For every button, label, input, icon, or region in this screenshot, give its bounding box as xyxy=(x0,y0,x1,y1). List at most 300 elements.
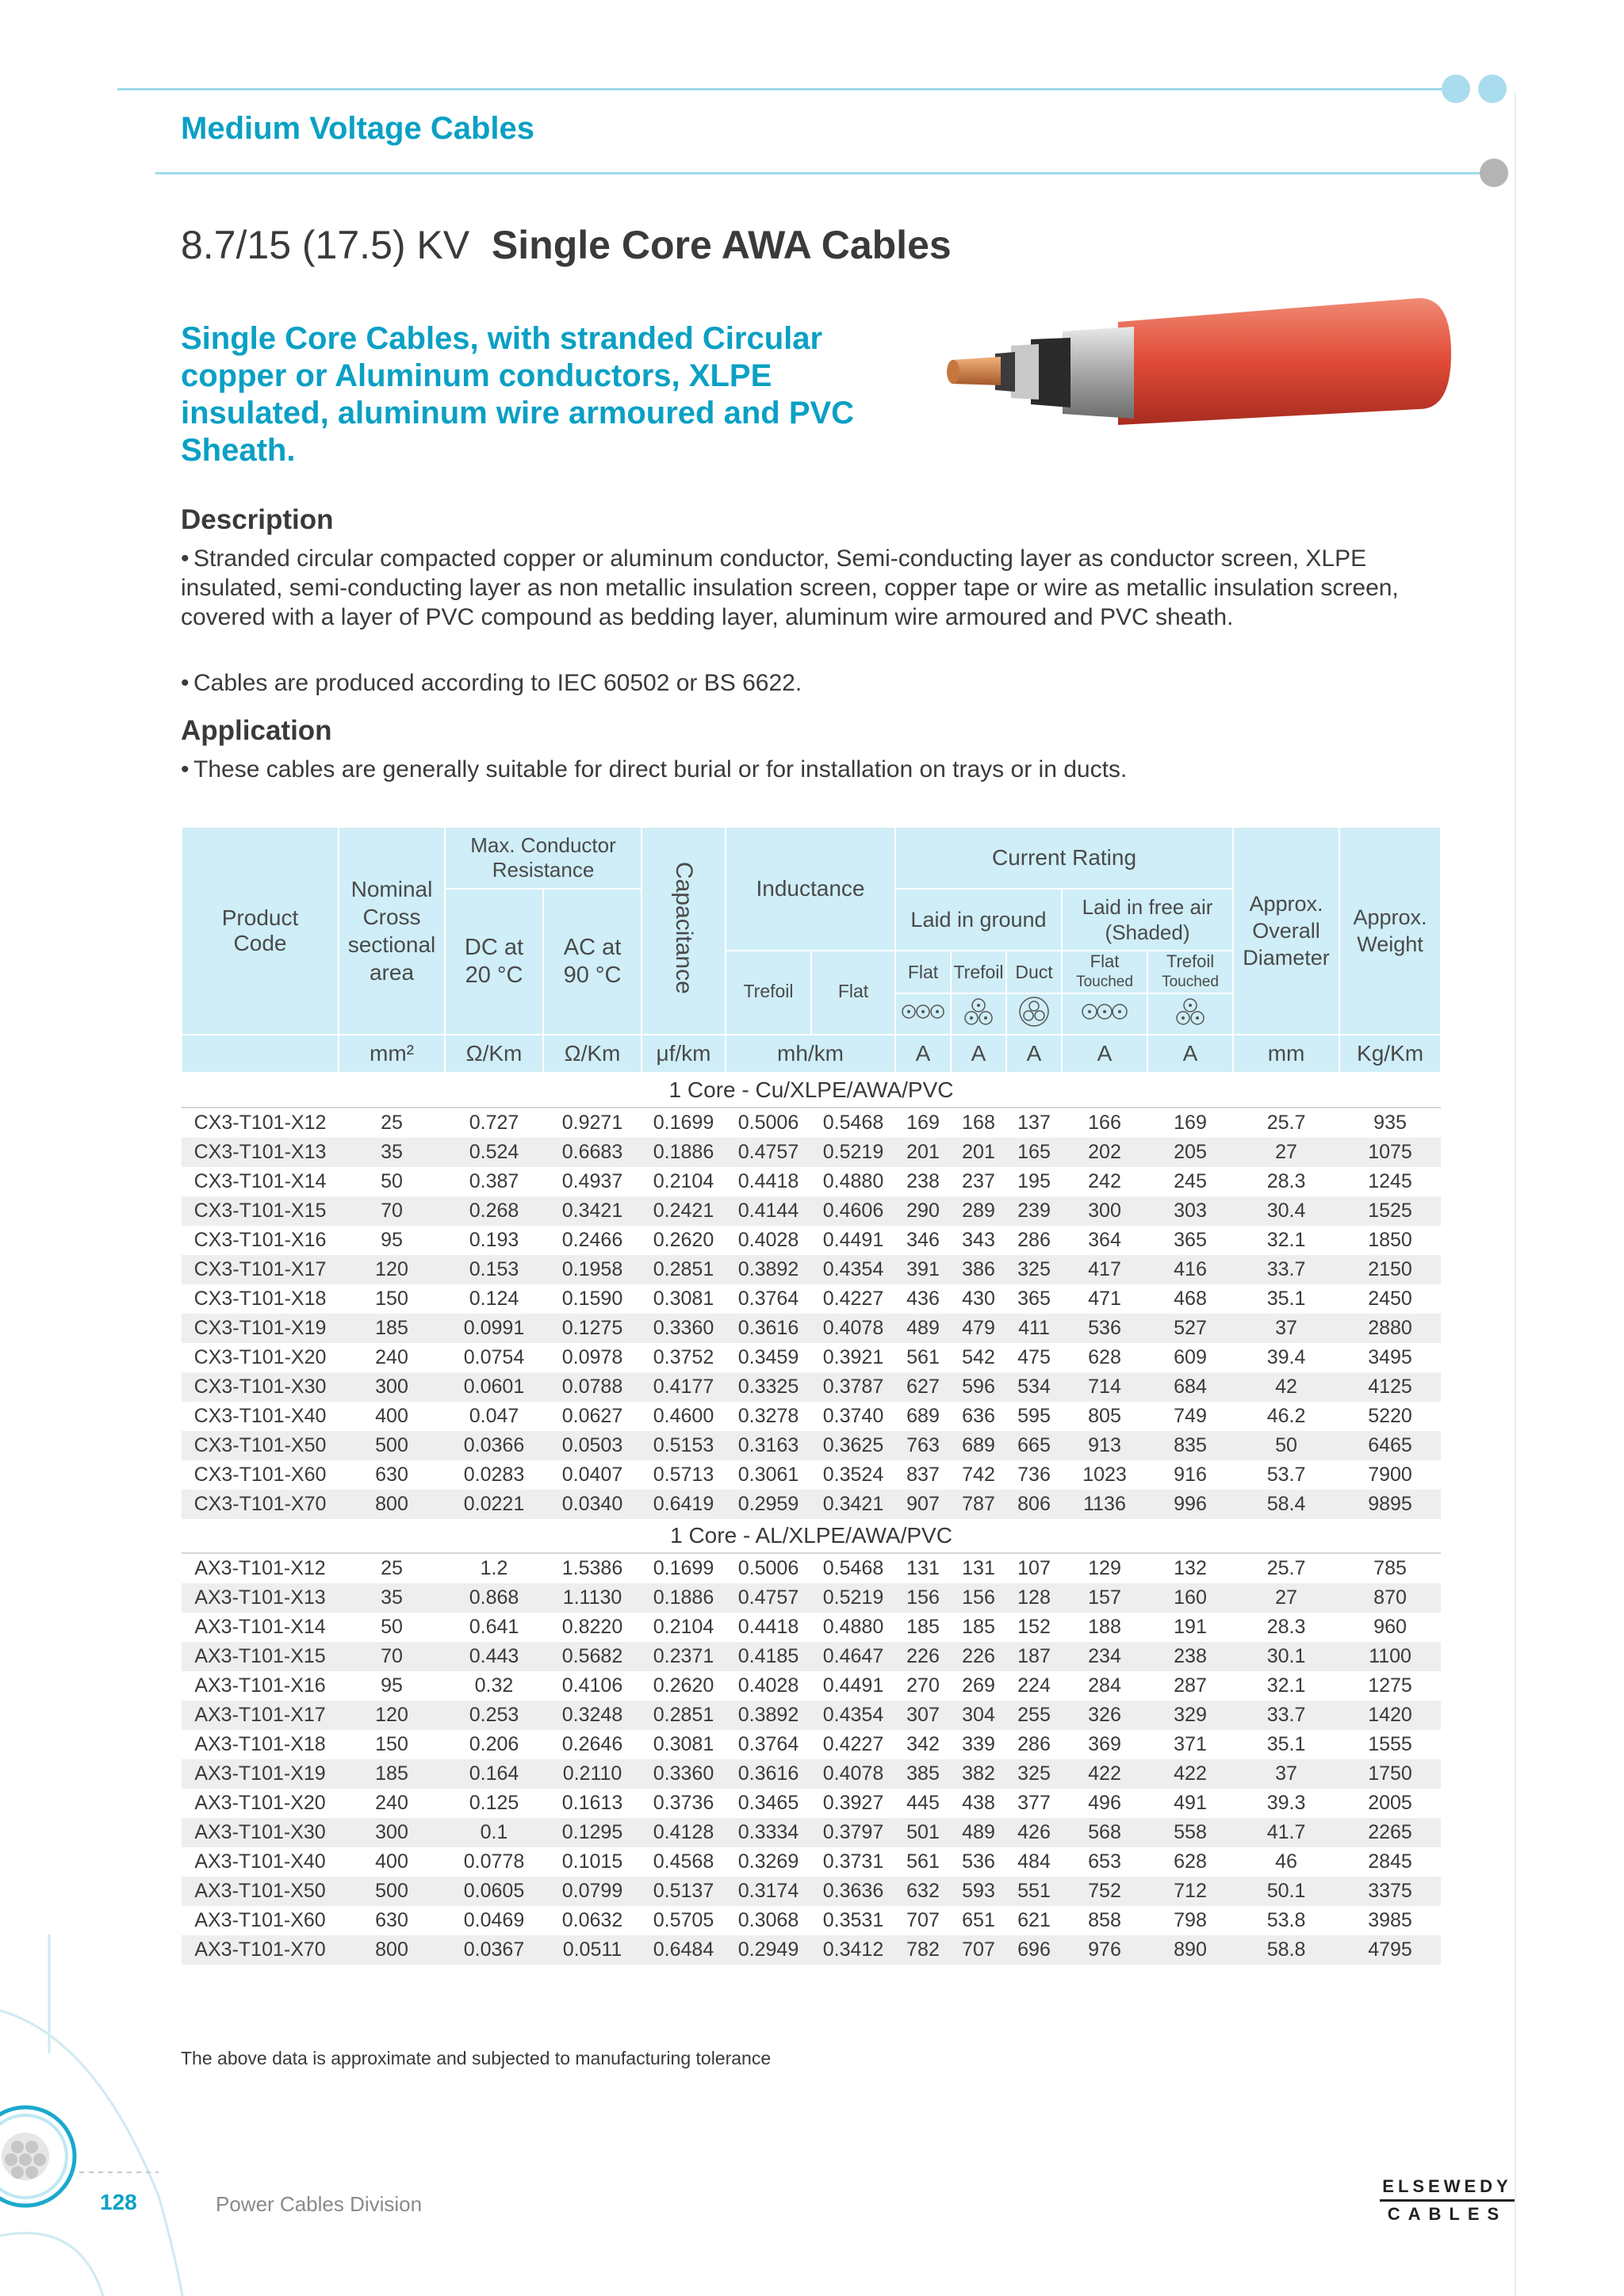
table-row xyxy=(182,1314,1441,1343)
col-laid-ground: Laid in ground xyxy=(895,889,1062,951)
col-laid-air: Laid in free air (Shaded) xyxy=(1062,889,1233,951)
table-cell: 169 xyxy=(1174,1112,1207,1134)
table-cell: 37 xyxy=(1233,1759,1339,1789)
table-cell: 202 xyxy=(1062,1138,1147,1167)
header-rule-bottom xyxy=(155,172,1481,174)
table-cell: 157 xyxy=(1062,1583,1147,1613)
table-row xyxy=(182,1818,1441,1847)
table-cell: 1420 xyxy=(1339,1701,1441,1730)
table-cell: 636 xyxy=(962,1405,995,1427)
table-cell: 837 xyxy=(906,1464,940,1486)
table-cell: 0.868 xyxy=(445,1583,543,1613)
product-code-cell: AX3-T101-X20 xyxy=(194,1792,326,1814)
table-cell: 120 xyxy=(339,1255,445,1284)
table-cell: 187 xyxy=(1006,1642,1062,1671)
table-cell: 0.4600 xyxy=(653,1405,714,1427)
table-cell: 500 xyxy=(339,1431,445,1460)
table-cell: 0.4144 xyxy=(726,1196,811,1226)
table-cell: 0.124 xyxy=(469,1288,519,1310)
table-cell: 39.3 xyxy=(1266,1792,1306,1814)
table-cell: 6465 xyxy=(1339,1431,1441,1460)
table-cell: 234 xyxy=(1062,1642,1147,1671)
col-diameter: Approx. Overall Diameter xyxy=(1233,827,1339,1035)
product-code-cell: AX3-T101-X18 xyxy=(194,1733,326,1755)
table-cell: 30.1 xyxy=(1233,1642,1339,1671)
table-cell: 0.4177 xyxy=(642,1372,726,1402)
brand-sub: CABLES xyxy=(1387,2204,1507,2224)
table-cell: 0.3764 xyxy=(737,1733,799,1755)
table-cell: 787 xyxy=(951,1490,1006,1519)
table-cell: 245 xyxy=(1174,1170,1207,1192)
table-cell: 0.0469 xyxy=(463,1909,525,1931)
table-cell: 536 xyxy=(1062,1314,1147,1343)
table-body xyxy=(182,1073,1441,1965)
table-cell: 46.2 xyxy=(1266,1405,1306,1427)
table-row xyxy=(182,1613,1441,1642)
table-cell: 430 xyxy=(962,1288,995,1310)
table-cell: 782 xyxy=(895,1935,951,1965)
col-air-trefoil xyxy=(1147,951,1233,993)
table-cell: 9895 xyxy=(1339,1490,1441,1519)
col-air-flat xyxy=(1062,951,1147,993)
table-cell: 416 xyxy=(1147,1255,1233,1284)
table-cell: 798 xyxy=(1174,1909,1207,1931)
table-cell: 270 xyxy=(906,1674,940,1697)
table-cell: 0.1613 xyxy=(561,1792,623,1814)
table-cell: 835 xyxy=(1147,1431,1233,1460)
table-cell: 205 xyxy=(1147,1138,1233,1167)
table-row xyxy=(182,1108,1441,1138)
table-cell: 736 xyxy=(1017,1464,1051,1486)
table-cell: 0.3752 xyxy=(653,1346,714,1368)
table-row xyxy=(182,1196,1441,1226)
table-cell: 0.1275 xyxy=(543,1314,642,1343)
table-cell: 27 xyxy=(1233,1583,1339,1613)
table-cell: 7900 xyxy=(1368,1464,1412,1486)
table-cell: 242 xyxy=(1088,1170,1121,1192)
table-cell: 0.2949 xyxy=(726,1935,811,1965)
table-cell: 0.0407 xyxy=(561,1464,623,1486)
table-cell: 50.1 xyxy=(1233,1877,1339,1906)
table-cell: 0.0605 xyxy=(445,1877,543,1906)
table-cell: 0.5468 xyxy=(822,1557,884,1579)
product-code-cell: CX3-T101-X17 xyxy=(182,1255,339,1284)
table-cell: 70 xyxy=(339,1642,445,1671)
air-flat-layout-icon xyxy=(1062,993,1147,1035)
table-cell: 785 xyxy=(1373,1557,1407,1579)
product-code-cell: CX3-T101-X12 xyxy=(193,1112,327,1134)
col-weight: Approx. Weight xyxy=(1339,827,1441,1035)
product-code-cell: AX3-T101-X50 xyxy=(182,1877,339,1906)
table-cell: 2005 xyxy=(1368,1792,1412,1814)
table-cell: 28.3 xyxy=(1266,1616,1306,1638)
table-cell: 27 xyxy=(1233,1138,1339,1167)
table-cell: 491 xyxy=(1174,1792,1207,1814)
table-cell: 0.4078 xyxy=(811,1759,895,1789)
table-row xyxy=(182,1759,1441,1789)
table-cell: 0.4606 xyxy=(811,1196,895,1226)
unit-cell: mm xyxy=(1233,1035,1339,1073)
table-row xyxy=(182,1490,1441,1519)
table-cell: 0.2104 xyxy=(653,1170,714,1192)
table-cell: 1750 xyxy=(1339,1759,1441,1789)
product-code-cell: CX3-T101-X16 xyxy=(193,1229,327,1251)
table-cell: 763 xyxy=(895,1431,951,1460)
unit-cell: mh/km xyxy=(726,1035,895,1073)
table-cell: 426 xyxy=(1006,1818,1062,1847)
page-heading xyxy=(181,222,952,268)
table-cell: 191 xyxy=(1174,1616,1207,1638)
product-code-cell: AX3-T101-X60 xyxy=(194,1909,326,1931)
table-cell: 0.3616 xyxy=(726,1314,811,1343)
table-cell: 131 xyxy=(962,1557,995,1579)
table-cell: 935 xyxy=(1373,1112,1407,1134)
brand-logo xyxy=(1380,2176,1515,2225)
table-cell: 300 xyxy=(339,1372,445,1402)
table-cell: 561 xyxy=(906,1346,940,1368)
table-cell: 188 xyxy=(1088,1616,1121,1638)
table-cell: 0.4880 xyxy=(822,1170,884,1192)
air-trefoil-sub: Touched xyxy=(1162,974,1219,990)
table-cell: 303 xyxy=(1147,1196,1233,1226)
table-cell: 95 xyxy=(381,1674,403,1697)
table-cell: 0.3625 xyxy=(811,1431,895,1460)
table-cell: 150 xyxy=(375,1733,408,1755)
table-row xyxy=(182,1284,1441,1314)
table-cell: 0.0366 xyxy=(445,1431,543,1460)
table-cell: 0.1699 xyxy=(653,1112,714,1134)
table-cell: 0.1886 xyxy=(642,1583,726,1613)
description-text-2: Cables are produced according to IEC 60502 or BS 6622. xyxy=(193,670,802,696)
table-cell: 0.3892 xyxy=(726,1255,811,1284)
specification-table xyxy=(181,826,1442,1965)
capacitance-label: Capacitance xyxy=(671,862,697,994)
table-cell: 53.8 xyxy=(1266,1909,1306,1931)
product-code-cell: AX3-T101-X12 xyxy=(194,1557,326,1579)
header-rule-top xyxy=(117,88,1442,90)
group-title: 1 Core - AL/XLPE/AWA/PVC xyxy=(182,1519,1441,1553)
units-row xyxy=(182,1035,1441,1073)
table-cell: 742 xyxy=(962,1464,995,1486)
section-title: Medium Voltage Cables xyxy=(181,111,535,146)
table-cell: 240 xyxy=(375,1346,408,1368)
table-cell: 752 xyxy=(1062,1877,1147,1906)
table-cell: 2845 xyxy=(1368,1850,1412,1873)
table-cell: 0.5219 xyxy=(811,1138,895,1167)
table-cell: 2450 xyxy=(1368,1288,1412,1310)
product-code-cell: AX3-T101-X14 xyxy=(194,1616,326,1638)
table-cell: 3495 xyxy=(1368,1346,1412,1368)
table-cell: 326 xyxy=(1062,1701,1147,1730)
table-cell: 0.3278 xyxy=(737,1405,799,1427)
table-cell: 132 xyxy=(1174,1557,1207,1579)
table-cell: 0.164 xyxy=(445,1759,543,1789)
table-cell: 916 xyxy=(1174,1464,1207,1486)
table-cell: 689 xyxy=(951,1431,1006,1460)
table-cell: 0.0632 xyxy=(561,1909,623,1931)
table-cell: 0.5153 xyxy=(642,1431,726,1460)
table-cell: 0.3731 xyxy=(822,1850,884,1873)
table-cell: 169 xyxy=(906,1112,940,1134)
table-cell: 0.3787 xyxy=(811,1372,895,1402)
unit-cell: A xyxy=(1006,1035,1062,1073)
table-cell: 201 xyxy=(951,1138,1006,1167)
product-code-cell: CX3-T101-X14 xyxy=(193,1170,327,1192)
table-cell: 156 xyxy=(951,1583,1006,1613)
table-cell: 0.4354 xyxy=(811,1255,895,1284)
table-cell: 0.4418 xyxy=(737,1170,799,1192)
table-cell: 240 xyxy=(375,1792,408,1814)
table-cell: 37 xyxy=(1233,1314,1339,1343)
table-cell: 0.3459 xyxy=(737,1346,799,1368)
table-cell: 960 xyxy=(1373,1616,1407,1638)
table-cell: 0.443 xyxy=(445,1642,543,1671)
table-cell: 0.3736 xyxy=(653,1792,714,1814)
table-cell: 0.5705 xyxy=(653,1909,714,1931)
table-cell: 665 xyxy=(1006,1431,1062,1460)
product-code-cell: CX3-T101-X30 xyxy=(182,1372,339,1402)
col-nominal-area: Nominal Cross sectional area xyxy=(339,827,445,1035)
table-cell: 131 xyxy=(906,1557,940,1579)
table-cell: 25 xyxy=(381,1557,403,1579)
table-cell: 0.4028 xyxy=(737,1229,799,1251)
table-cell: 707 xyxy=(951,1935,1006,1965)
table-cell: 0.1886 xyxy=(642,1138,726,1167)
table-cell: 342 xyxy=(906,1733,940,1755)
table-cell: 0.3334 xyxy=(726,1818,811,1847)
air-trefoil-label: Trefoil xyxy=(1166,951,1215,971)
unit-cell: Kg/Km xyxy=(1339,1035,1441,1073)
col-product-code: Product Code xyxy=(182,827,339,1035)
table-cell: 0.4418 xyxy=(737,1616,799,1638)
table-row xyxy=(182,1877,1441,1906)
col-ac: AC at 90 °C xyxy=(543,889,642,1035)
table-cell: 226 xyxy=(951,1642,1006,1671)
header-dot xyxy=(1442,75,1470,103)
table-cell: 224 xyxy=(1017,1674,1051,1697)
table-cell: 551 xyxy=(1006,1877,1062,1906)
table-cell: 438 xyxy=(962,1792,995,1814)
table-cell: 1555 xyxy=(1368,1733,1412,1755)
table-cell: 35.1 xyxy=(1266,1733,1306,1755)
table-cell: 689 xyxy=(906,1405,940,1427)
table-row xyxy=(182,1642,1441,1671)
table-cell: 501 xyxy=(895,1818,951,1847)
table-cell: 304 xyxy=(951,1701,1006,1730)
table-cell: 385 xyxy=(895,1759,951,1789)
table-cell: 0.125 xyxy=(469,1792,519,1814)
product-code-cell: CX3-T101-X13 xyxy=(182,1138,339,1167)
table-cell: 0.0601 xyxy=(445,1372,543,1402)
table-cell: 0.3248 xyxy=(543,1701,642,1730)
table-cell: 0.0788 xyxy=(543,1372,642,1402)
flat-layout-icon xyxy=(895,993,951,1035)
col-current-rating: Current Rating xyxy=(895,827,1233,889)
table-cell: 627 xyxy=(895,1372,951,1402)
table-cell: 391 xyxy=(895,1255,951,1284)
table-cell: 0.5137 xyxy=(642,1877,726,1906)
table-cell: 471 xyxy=(1088,1288,1121,1310)
product-code-cell: CX3-T101-X50 xyxy=(182,1431,339,1460)
table-cell: 185 xyxy=(962,1616,995,1638)
table-row xyxy=(182,1847,1441,1877)
table-cell: 0.3061 xyxy=(737,1464,799,1486)
table-cell: 0.153 xyxy=(445,1255,543,1284)
table-cell: 300 xyxy=(1062,1196,1147,1226)
table-cell: 0.3421 xyxy=(543,1196,642,1226)
application-bullet xyxy=(181,755,1450,784)
air-flat-label: Flat xyxy=(1090,951,1120,971)
table-cell: 1245 xyxy=(1368,1170,1412,1192)
col-ground-flat: Flat xyxy=(895,951,951,993)
product-code-cell: CX3-T101-X40 xyxy=(193,1405,327,1427)
unit-cell: mm² xyxy=(339,1035,445,1073)
table-cell: 365 xyxy=(1174,1229,1207,1251)
table-footnote: The above data is approximate and subjected to manufacturing tolerance xyxy=(181,2048,772,2068)
brand-divider xyxy=(1380,2199,1515,2202)
product-code-cell: AX3-T101-X13 xyxy=(182,1583,339,1613)
description-bullet xyxy=(181,668,1450,698)
table-cell: 0.3360 xyxy=(642,1314,726,1343)
product-code-cell: AX3-T101-X70 xyxy=(182,1935,339,1965)
table-cell: 707 xyxy=(906,1909,940,1931)
product-code-cell: CX3-T101-X19 xyxy=(182,1314,339,1343)
col-inductance: Inductance xyxy=(726,827,895,951)
table-cell: 150 xyxy=(375,1288,408,1310)
table-cell: 32.1 xyxy=(1266,1229,1306,1251)
table-cell: 1075 xyxy=(1339,1138,1441,1167)
bullet-mark: • xyxy=(181,545,190,572)
table-cell: 0.524 xyxy=(445,1138,543,1167)
table-cell: 0.3740 xyxy=(822,1405,884,1427)
table-cell: 30.4 xyxy=(1233,1196,1339,1226)
table-cell: 0.3764 xyxy=(737,1288,799,1310)
table-cell: 1023 xyxy=(1082,1464,1127,1486)
table-cell: 0.4078 xyxy=(811,1314,895,1343)
table-row xyxy=(182,1906,1441,1935)
table-cell: 0.3163 xyxy=(726,1431,811,1460)
table-cell: 129 xyxy=(1088,1557,1121,1579)
group-header-row xyxy=(182,1073,1441,1108)
table-cell: 165 xyxy=(1006,1138,1062,1167)
table-cell: 0.0511 xyxy=(543,1935,642,1965)
page-number: 128 xyxy=(100,2190,137,2214)
table-cell: 269 xyxy=(962,1674,995,1697)
table-row xyxy=(182,1553,1441,1583)
table-cell: 0.3269 xyxy=(737,1850,799,1873)
table-cell: 35 xyxy=(339,1583,445,1613)
table-cell: 0.3636 xyxy=(811,1877,895,1906)
table-cell: 0.641 xyxy=(469,1616,519,1638)
table-cell: 50 xyxy=(1233,1431,1339,1460)
table-cell: 0.0754 xyxy=(463,1346,525,1368)
table-cell: 0.3616 xyxy=(726,1759,811,1789)
table-cell: 0.1699 xyxy=(653,1557,714,1579)
table-cell: 0.4568 xyxy=(653,1850,714,1873)
table-cell: 0.387 xyxy=(469,1170,519,1192)
table-cell: 0.4227 xyxy=(822,1733,884,1755)
table-cell: 371 xyxy=(1174,1733,1207,1755)
table-cell: 107 xyxy=(1017,1557,1051,1579)
table-cell: 561 xyxy=(906,1850,940,1873)
table-cell: 0.9271 xyxy=(561,1112,623,1134)
table-cell: 195 xyxy=(1017,1170,1051,1192)
table-cell: 0.4757 xyxy=(726,1583,811,1613)
table-cell: 0.1015 xyxy=(561,1850,623,1873)
bullet-mark: • xyxy=(181,670,190,696)
division-label: Power Cables Division xyxy=(216,2192,423,2216)
description-heading: Description xyxy=(181,504,334,535)
table-cell: 0.3174 xyxy=(726,1877,811,1906)
table-row xyxy=(182,1343,1441,1372)
table-cell: 630 xyxy=(375,1464,408,1486)
table-cell: 70 xyxy=(339,1196,445,1226)
table-row xyxy=(182,1372,1441,1402)
table-cell: 422 xyxy=(1062,1759,1147,1789)
table-cell: 489 xyxy=(895,1314,951,1343)
table-cell: 0.727 xyxy=(469,1112,519,1134)
table-cell: 152 xyxy=(1017,1616,1051,1638)
table-cell: 558 xyxy=(1147,1818,1233,1847)
page-edge-line xyxy=(1515,92,1516,2296)
table-row xyxy=(182,1583,1441,1613)
table-cell: 286 xyxy=(1017,1733,1051,1755)
table-cell: 0.3524 xyxy=(822,1464,884,1486)
unit-cell: Ω/Km xyxy=(543,1035,642,1073)
table-cell: 238 xyxy=(1147,1642,1233,1671)
table-cell: 0.2646 xyxy=(561,1733,623,1755)
table-cell: 377 xyxy=(1017,1792,1051,1814)
table-cell: 0.3797 xyxy=(811,1818,895,1847)
table-cell: 2150 xyxy=(1339,1255,1441,1284)
table-cell: 628 xyxy=(1088,1346,1121,1368)
table-row xyxy=(182,1701,1441,1730)
table-row xyxy=(182,1671,1441,1701)
trefoil-layout-icon xyxy=(951,993,1006,1035)
table-cell: 95 xyxy=(381,1229,403,1251)
table-cell: 290 xyxy=(895,1196,951,1226)
table-cell: 185 xyxy=(339,1759,445,1789)
table-cell: 0.1590 xyxy=(561,1288,623,1310)
table-cell: 805 xyxy=(1088,1405,1121,1427)
table-cell: 53.7 xyxy=(1266,1464,1306,1486)
col-ind-flat: Flat xyxy=(811,951,895,1035)
table-cell: 339 xyxy=(962,1733,995,1755)
table-cell: 25.7 xyxy=(1266,1112,1306,1134)
duct-layout-icon xyxy=(1006,993,1062,1035)
table-cell: 0.4757 xyxy=(726,1138,811,1167)
table-cell: 343 xyxy=(962,1229,995,1251)
table-cell: 364 xyxy=(1088,1229,1121,1251)
group-title: 1 Core - Cu/XLPE/AWA/PVC xyxy=(182,1073,1441,1108)
table-cell: 0.0503 xyxy=(543,1431,642,1460)
table-cell: 239 xyxy=(1006,1196,1062,1226)
table-cell: 128 xyxy=(1006,1583,1062,1613)
table-cell: 0.0221 xyxy=(445,1490,543,1519)
table-cell: 468 xyxy=(1174,1288,1207,1310)
table-cell: 160 xyxy=(1147,1583,1233,1613)
table-cell: 496 xyxy=(1088,1792,1121,1814)
table-cell: 0.32 xyxy=(474,1674,514,1697)
table-row xyxy=(182,1431,1441,1460)
table-cell: 42 xyxy=(1233,1372,1339,1402)
table-cell: 0.1 xyxy=(445,1818,543,1847)
table-cell: 185 xyxy=(906,1616,940,1638)
table-cell: 25 xyxy=(381,1112,403,1134)
table-cell: 201 xyxy=(895,1138,951,1167)
table-cell: 0.4106 xyxy=(561,1674,623,1697)
table-cell: 25.7 xyxy=(1266,1557,1306,1579)
